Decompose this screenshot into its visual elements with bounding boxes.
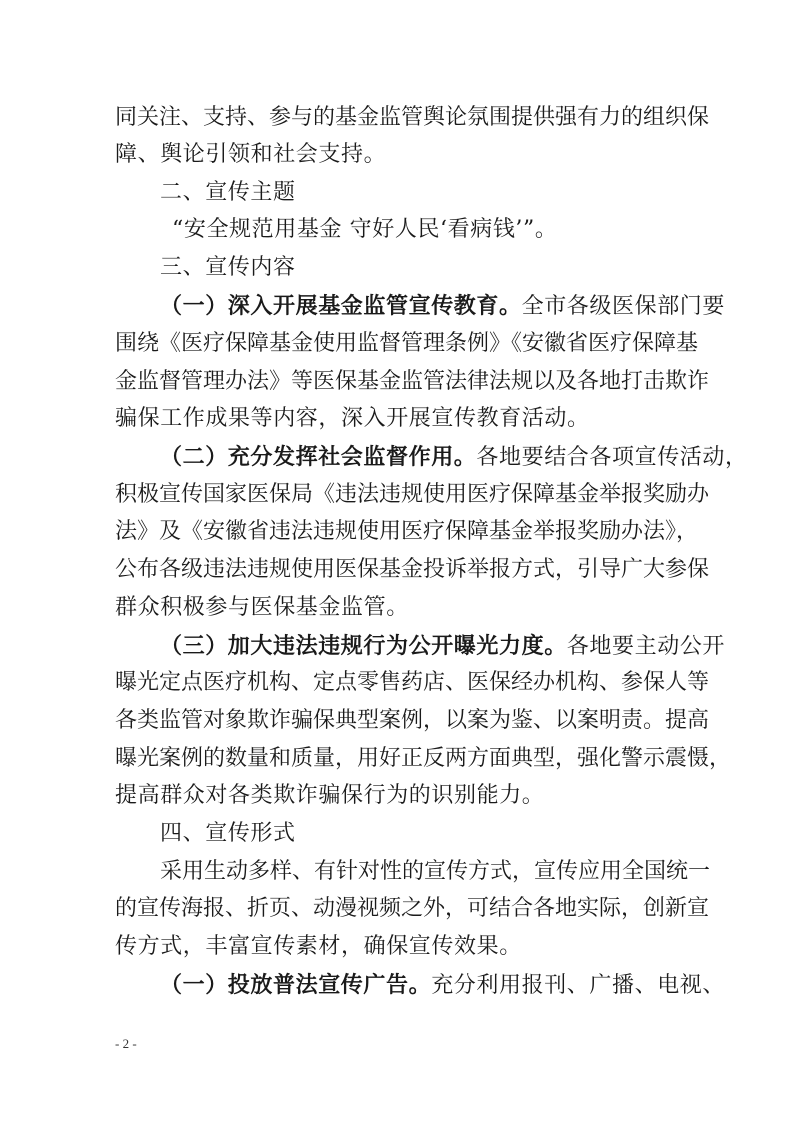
body-text: 充分利用报刊、广播、电视、 <box>431 973 726 998</box>
body-line: 法》及《安徽省违法违规使用医疗保障基金举报奖励办法》， <box>115 519 699 544</box>
body-line: 公布各级违法违规使用医保基金投诉举报方式，引导广大参保 <box>115 557 710 582</box>
body-line: 采用生动多样、有针对性的宣传方式，宣传应用全国统一 <box>160 859 711 884</box>
subsection-line <box>160 631 740 662</box>
body-line: 提高群众对各类欺诈骗保行为的识别能力。 <box>115 783 545 808</box>
subsection-line <box>160 442 748 473</box>
body-line: 传方式，丰富宣传素材，确保宣传效果。 <box>115 934 522 959</box>
section-heading: 四、宣传形式 <box>160 821 296 846</box>
body-text: 各地要主动公开 <box>566 634 726 659</box>
body-line: 曝光定点医疗机构、定点零售药店、医保经办机构、参保人等 <box>115 670 710 695</box>
body-text: 全市各级医保部门要 <box>521 294 726 319</box>
body-line: 金监督管理办法》等医保基金监管法律法规以及各地打击欺诈 <box>115 369 710 394</box>
body-line: 障、舆论引领和社会支持。 <box>115 142 387 167</box>
section-heading: 二、宣传主题 <box>160 180 296 205</box>
body-line: 同关注、支持、参与的基金监管舆论氛围提供强有力的组织保 <box>115 105 710 130</box>
subsection-line <box>160 291 740 322</box>
theme-slogan: “安全规范用基金 守好人民‘看病钱’”。 <box>172 217 558 242</box>
body-text: 各地要结合各项宣传活动， <box>476 445 748 470</box>
body-line: 曝光案例的数量和质量，用好正反两方面典型，强化警示震慑， <box>115 746 732 771</box>
body-line: 围绕《医疗保障基金使用监督管理条例》《安徽省医疗保障基 <box>115 331 699 356</box>
subsection-heading: （二）充分发挥社会监督作用。 <box>160 444 477 470</box>
body-line: 积极宣传国家医保局《违法违规使用医疗保障基金举报奖励办 <box>115 482 710 507</box>
subsection-heading: （一）投放普法宣传广告。 <box>160 972 432 998</box>
subsection-heading: （三）加大违法违规行为公开曝光力度。 <box>160 633 567 659</box>
page-number: - 2 - <box>115 1036 137 1051</box>
body-line: 的宣传海报、折页、动漫视频之外，可结合各地实际，创新宣 <box>115 896 710 921</box>
body-line: 骗保工作成果等内容，深入开展宣传教育活动。 <box>115 406 590 431</box>
section-heading: 三、宣传内容 <box>160 255 296 280</box>
subsection-heading: （一）深入开展基金监管宣传教育。 <box>160 293 522 319</box>
subsection-line <box>160 970 740 1001</box>
body-line: 群众积极参与医保基金监管。 <box>115 595 409 620</box>
body-line: 各类监管对象欺诈骗保典型案例，以案为鉴、以案明责。提高 <box>115 708 710 733</box>
